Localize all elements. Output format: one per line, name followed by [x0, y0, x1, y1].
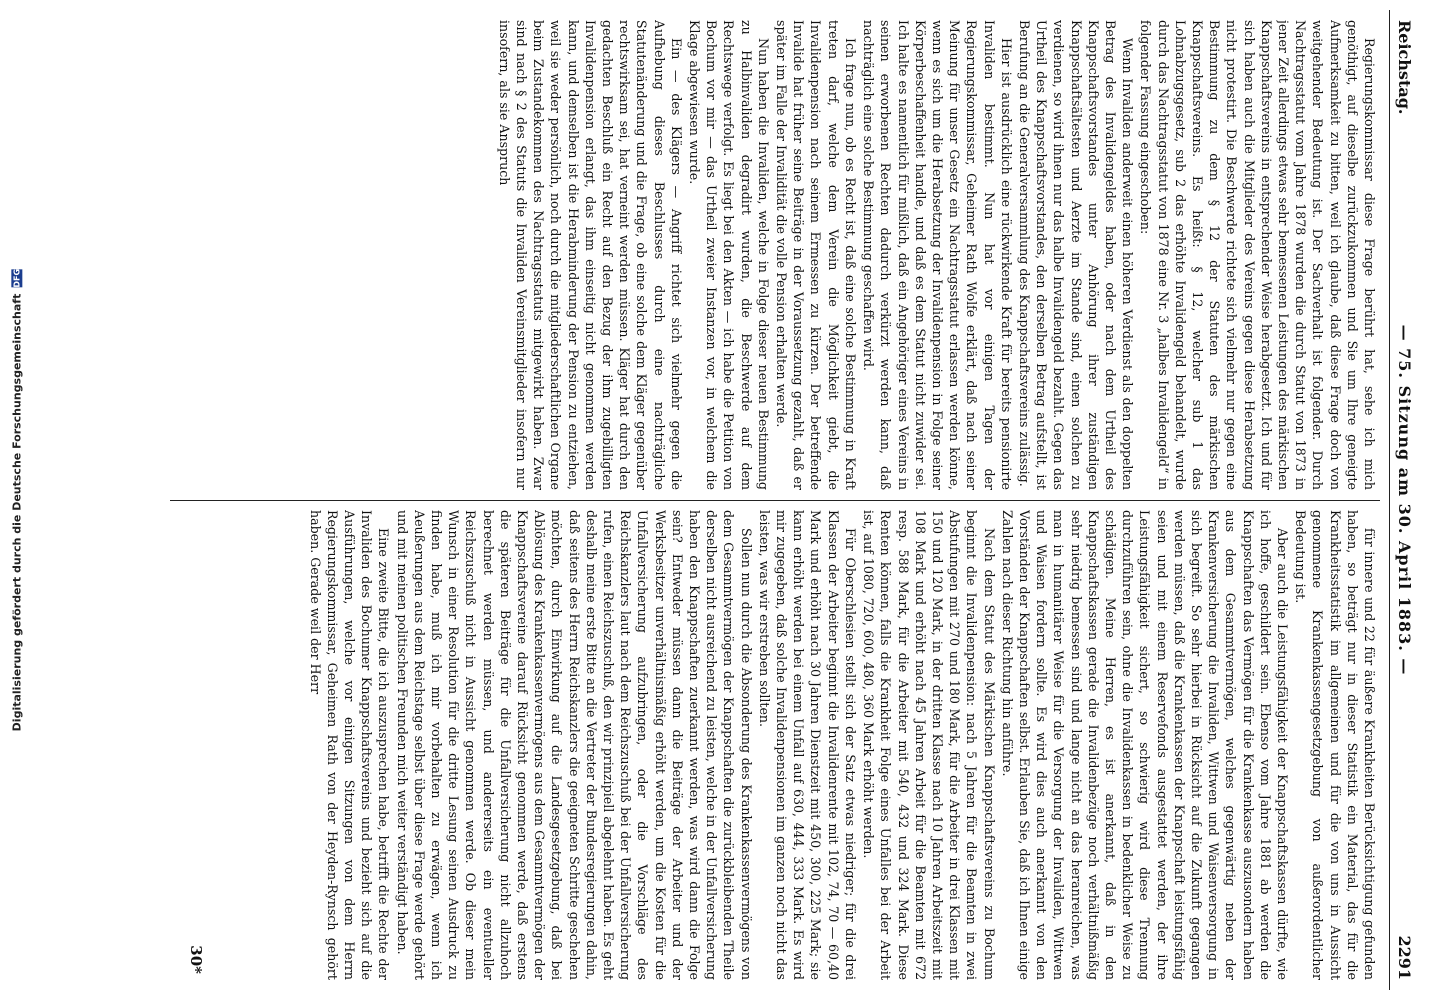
paragraph: Aber auch die Leistungsfähigkeit der Knappschaftskassen dürfte, wie ich hoffe, geschildert sein. Ebenso vom Jahre 1881 ab werden die Knappschaften das Vermögen für die Krankenkasse auszusondern haben aus dem Gesammtvermögen, welches gegenwärtig neben der Krankenversicherung die Invaliden, Wittwen und Waisenversorgung in sich begreift. So sehr hierbei in Rücksicht auf die Zukunft gegangen werden müssen, daß die Krankenkassen der Knappschaft leistungsfähig seien und mit einem Reservefonds ausgestattet werden, der ihre Leistungsfähigkeit sichert, so schwierig wird diese Trennung durchzuführen sein, ohne die Invalidenkassen in bedenklicher Weise zu schädigen. Meine Herren, es ist anerkannt, daß in den Knappschaftskassen gerade die Invalidenbezüge noch verhältnißmäßig sehr niedrig bemessen sind und lange nicht an das heranreichen, was man in humanitärer Weise für die Versorgung der Invaliden, Wittwen und Waisen fordern sollte. Es wird dies auch anerkannt von den Vorständen der Knappschaften selbst. Erlauben Sie, daß ich Ihnen einige Zahlen nach dieser Richtung hin anführe.	[999, 510, 1290, 980]
page-number: 2291	[1395, 935, 1414, 980]
left-column	[218, 20, 1378, 490]
paragraph: Nun haben die Invaliden, welche in Folge dieser neuen Bestimmung zu Halbinvaliden degradirt wurden, die Beschwerde auf dem Rechtswege verfolgt. Es liegt bei den Akten — ich habe die Petition von Bochum vor mir — das Urtheil zweier Instanzen vor, in welchem die Klage abgewiesen wurde.	[687, 20, 771, 490]
scanned-page-viewport	[70, 0, 1432, 1000]
paragraph: Wenn Invaliden anderweit einen höheren Verdienst als den doppelten Betrag des Invalidengeldes haben, oder nach dem Urtheil des Knappschaftsvorstandes unter Anhörung ihrer zuständigen Knappschaftsältesten und Aerzte im Stande sind, einen solchen zu verdienen, so wird ihnen nur das halbe Invalidengeld bezahlt. Gegen das Urtheil des Knappschaftsvorstandes, den derselben Betrag aufstellt, ist Berufung an die Generalversammlung des Knappschaftsvereins zulässig.	[1016, 20, 1136, 490]
paragraph: Für Oberschlesien stellt sich der Satz etwas niedriger; für die drei Klassen der Arbeiter beginnt die Invalidenrente mit 102, 74, 70 — 60,40 Mark und erhöht nach 30 Jahren Dienstzeit mit 450, 300, 225 Mark; sie kann erhöht werden bei einem Unfall auf 630, 444, 333 Mark. Es wird mir zugegeben, daß solche Invalidenpensionen im ganzen noch nicht das leisten, was wir erstreben sollten.	[756, 510, 858, 980]
digitization-credit-text: Digitalisierung gefördert durch die Deutsche Forschungsgemeinschaft	[10, 293, 24, 731]
paragraph: Eine zweite Bitte, die ich auszusprechen habe, betrifft die Rechte der Invaliden des Bochumer Knappschaftsvereins und bezieht sich auf die Ausführungen, welche vor einigen Sitzungen von dem Herrn Regierungskommissar, Geheimen Rath von der Heyden-Rynsch gehört haben. Gerade weil der Herr	[307, 510, 392, 980]
paragraph: Nach dem Statut des Märkischen Knappschaftsvereins zu Bochum beginnt die Invalidenpension: nach 5 Jahren für die Beamten in zwei Abstufungen mit 270 und 180 Mark, für die Arbeiter in drei Klassen mit 150 und 120 Mark, in der dritten Klasse nach 10 Jahren Arbeitszeit mit 108 Mark und erhöht nach 45 Jahren Arbeit für die Beamten mit 672 resp. 588 Mark, für die Arbeiter mit 540, 432 und 324 Mark. Diese Renten können, falls die Krankheit Folge eines Unfalles bei der Arbeit ist, auf 1080, 720, 600, 480, 360 Mark erhöht werden.	[861, 510, 997, 980]
dfg-logo: DFG	[12, 268, 22, 288]
scanned-page	[100, 10, 1420, 990]
header-publication: Reichstag.	[1395, 20, 1414, 115]
paragraph: Sollen nun durch die Absonderung des Krankenkassenvermögens von dem Gesammtvermögen der Knappschaften die zurückbleibenden Theile derselben nicht ausreichend zu leisten, welche in der Unfallversicherung haben den Knappschaften zuerkannt werden, was wird dann die Folge sein? Entweder müssen dann die Beiträge der Arbeiter und der Werksbesitzer unverhältnismäßig erhöht werden, um die Kosten für die Unfallversicherung aufzubringen, oder die Vorschläge des Reichskanzlers laut nach dem Reichszuschuß bei der Unfallversicherung rufen, einen Reichszuschuß, den wir prinzipiell abgelehnt haben. Es geht deshalb meine erste Bitte an die Vertreter der Bundesregierungen dahin, daß seitens des Herrn Reichskanzlers die geeigneten Schritte geschehen möchten, durch Einwirkung auf die Landesgesetzgebung, daß bei Ablösung des Krankenkassenvermögens aus dem Gesammtvermögen der Knappschaftsvereine darauf Rücksicht genommen werde, daß erstens die späteren Beiträge für die Unfallversicherung nicht allzuhoch berechnet werden müssen, und andererseits ein eventueller Reichszuschuß nicht in Aussicht genommen werde. Ob dieser mein Wunsch in einer Resolution für die dritte Lesung seinen Ausdruck zu finden habe, muß ich mir vorbehalten zu erwägen, wenn ich Aeußerungen aus dem Reichstage selbst über diese Frage werde gehört und mit meinen politischen Freunden mich weiter verständigt haben.	[394, 510, 754, 980]
paragraph: Hier ist ausdrücklich eine rückwirkende Kraft für bereits pensionirte Invaliden bestimmt. Nun hat vor einigen Tagen der Regierungskommissar, Geheimer Rath Wolfe erklärt, daß nach seiner Meinung für unser Gesetz ein Nachtragsstatut erlassen werden könne, wenn es sich um die Herabsetzung der Invalidenpension in Folge seiner Körperbeschaffenheit handle, und daß es dem Statut nicht zuwider sei. Ich halte es namentlich für mißlich, daß ein Angehöriger eines Vereins in seinen erworbenen Rechten dadurch verkürzt werden kann, daß nachträglich eine solche Bestimmung geschaffen wird.	[861, 20, 1014, 490]
column-divider	[170, 500, 1380, 501]
paragraph: Regierungskommissar diese Frage berührt hat, sehe ich mich genöthigt, auf dieselbe zurückzukommen und Sie um Ihre geneigte Aufmerksamkeit zu bitten, weil ich glaube, daß diese Frage doch von weitgehender Bedeutung ist. Der Sachverhalt ist folgender. Durch Nachtragsstatut vom Jahre 1878 wurden die durch Statut von 1873 in jener Zeit allerdings etwas sehr bemessenen Leistungen des märkischen Knappschaftsvereins in entsprechender Weise herabgesetzt. Ich und für sich haben auch die Mitglieder des Vereins gegen diese Herabsetzung nicht protestirt. Die Beschwerde richtete sich vielmehr nur gegen eine Bestimmung zu dem § 12 der Statuten des märkischen Knappschaftsvereins. Es heißt: § 12, welcher sub 1 das Lohnabzugsgesetz, sub 2 das erhöhte Invalidengeld behandelt, wurde durch das Nachtragsstatut von 1878 eine Nr. 3 „halbes Invalidengeld“ in folgender Fassung eingeschoben:	[1138, 20, 1377, 490]
page-signature: 30*	[187, 945, 205, 974]
paragraph: Ich frage nun, ob es Recht ist, daß eine solche Bestimmung in Kraft treten darf, welche dem Verein die Möglichkeit giebt, die Invalidenpension nach seinem Ermessen zu kürzen. Der betreffende Invalide hat früher seine Beiträge in der Voraussetzung gezahlt, daß er später im Falle der Invalidität die volle Pension erhalten werde.	[774, 20, 858, 490]
running-header	[1389, 10, 1420, 990]
right-column	[218, 510, 1378, 980]
paragraph: für innere und 22 für äußere Krankheiten Berücksichtigung gefunden haben, so beträgt nur in dieser Statistik ein Material, das für die Krankheitsstatistik im allgemeinen und für die von uns in Aussicht genommene Krankenkassengesetzgebung von außerordentlicher Bedeutung ist.	[1293, 510, 1377, 980]
header-session: — 75. Sitzung am 30. April 1883. —	[1395, 324, 1414, 676]
paragraph: Ein — des Klägers — Angriff richtet sich vielmehr gegen die Aufhebung dieses Beschlusses durch eine nachträgliche Statutenänderung und die Frage, ob eine solche dem Kläger gegenüber rechtswirksam sei, hat verneint werden müssen. Kläger hat durch den gedachten Beschluß ein Recht auf den Bezug der ihm zugebilligten Invalidenpension erlangt, das ihm einseitig nicht genommen werden kann, und demselben ist die Herabminderung der Pension zu entziehen, weil sie weder persönlich, noch durch die mitgliederschaftlichen Organe beim Zustandekommen des Nachtragsstatuts mitgewirkt haben. Zwar sind nach § 2 des Statuts die Invaliden Vereinsmitglieder insofern nur insofern, als sie Anspruch	[496, 20, 684, 490]
digitization-credit	[0, 0, 34, 1000]
